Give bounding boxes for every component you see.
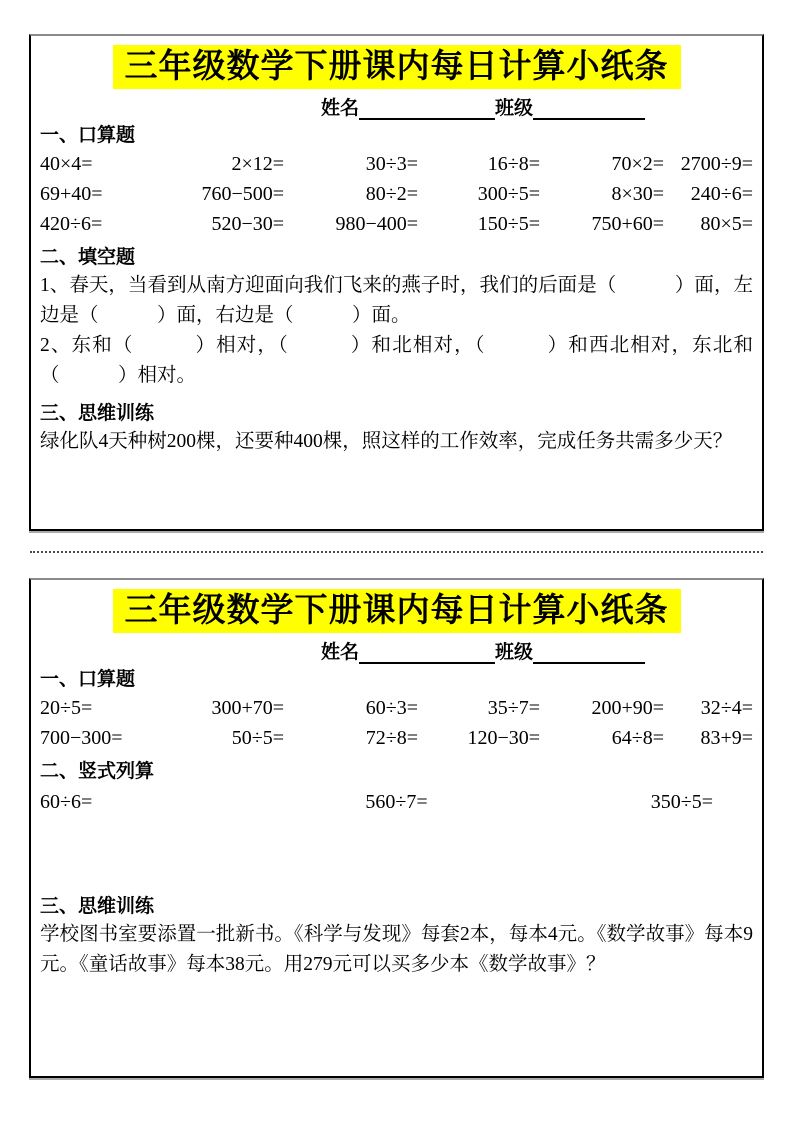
- thinking-question: 绿化队4天种树200棵，还要种400棵，照这样的工作效率，完成任务共需多少天？: [40, 431, 733, 452]
- oral-problem: 150÷5=: [477, 213, 540, 235]
- vertical-problem: 350÷5=: [650, 791, 713, 813]
- oral-problem: 300÷5=: [477, 183, 540, 205]
- oral-problem: 2×12=: [231, 153, 284, 175]
- oral-problem: 750+60=: [591, 213, 664, 235]
- oral-problem: 35÷7=: [487, 697, 540, 719]
- vertical-problems-row: [40, 787, 753, 817]
- name-label: 姓名: [321, 642, 360, 663]
- oral-problem: 240÷6=: [690, 183, 753, 205]
- vertical-problem: 60÷6=: [40, 791, 93, 813]
- section-heading-oral: 一、口算题: [40, 669, 136, 690]
- dashed-cut-line: [30, 551, 763, 553]
- title-row: [40, 45, 753, 91]
- oral-problem: 80÷2=: [365, 183, 418, 205]
- oral-problems-grid: [40, 693, 753, 753]
- oral-problem: 700−300=: [40, 727, 123, 749]
- oral-problem: 40×4=: [40, 153, 93, 175]
- section-heading-fill: 二、填空题: [40, 247, 136, 268]
- oral-problem: 300+70=: [211, 697, 284, 719]
- vertical-problem: 560÷7=: [365, 791, 428, 813]
- oral-problem: 200+90=: [591, 697, 664, 719]
- oral-problem: 980−400=: [335, 213, 418, 235]
- class-label: 班级: [495, 642, 534, 663]
- oral-problems-grid: [40, 149, 753, 239]
- oral-problem: 83+9=: [700, 727, 753, 749]
- page-title: 三年级数学下册课内每日计算小纸条: [113, 589, 681, 633]
- class-blank-field: [533, 98, 645, 120]
- oral-problem: 72÷8=: [365, 727, 418, 749]
- title-row: [40, 589, 753, 635]
- section-heading-oral: 一、口算题: [40, 125, 136, 146]
- oral-problem: 50÷5=: [231, 727, 284, 749]
- oral-problem: 64÷8=: [611, 727, 664, 749]
- class-blank-field: [533, 642, 645, 664]
- fill-question-2: 2、东和（ ）相对，（ ）和北相对，（ ）和西北相对，东北和（ ）相对。: [40, 335, 753, 386]
- name-blank-field: [359, 642, 495, 664]
- oral-problem: 69+40=: [40, 183, 103, 205]
- oral-problem: 8×30=: [611, 183, 664, 205]
- name-label: 姓名: [321, 98, 360, 119]
- oral-problem: 2700÷9=: [680, 153, 753, 175]
- fill-question-1: 1、春天，当看到从南方迎面向我们飞来的燕子时，我们的后面是（ ）面，左边是（ ）面，右边是（ ）面。: [40, 275, 753, 326]
- class-label: 班级: [495, 98, 534, 119]
- oral-problem: 760−500=: [201, 183, 284, 205]
- working-space: [40, 817, 753, 891]
- oral-problem: 80×5=: [700, 213, 753, 235]
- oral-problem: 420÷6=: [40, 213, 103, 235]
- oral-problem: 60÷3=: [365, 697, 418, 719]
- oral-problem: 16÷8=: [487, 153, 540, 175]
- page-title: 三年级数学下册课内每日计算小纸条: [113, 45, 681, 89]
- name-class-row: [321, 93, 753, 120]
- oral-problem: 32÷4=: [700, 697, 753, 719]
- oral-problem: 30÷3=: [365, 153, 418, 175]
- name-class-row: [321, 637, 753, 664]
- oral-problem: 520−30=: [211, 213, 284, 235]
- oral-problem: 70×2=: [611, 153, 664, 175]
- thinking-question: 学校图书室要添置一批新书。《科学与发现》每套2本，每本4元。《数学故事》每本9元。《童话故事》每本38元。用279元可以买多少本《数学故事》？: [40, 924, 753, 975]
- oral-problem: 120−30=: [467, 727, 540, 749]
- name-blank-field: [359, 98, 495, 120]
- section-heading-thinking: 三、思维训练: [40, 403, 155, 424]
- worksheet-page-2: [29, 578, 764, 1078]
- section-heading-vertical: 二、竖式列算: [40, 761, 155, 782]
- oral-problem: 20÷5=: [40, 697, 93, 719]
- section-heading-thinking: 三、思维训练: [40, 896, 155, 917]
- worksheet-page-1: [29, 34, 764, 531]
